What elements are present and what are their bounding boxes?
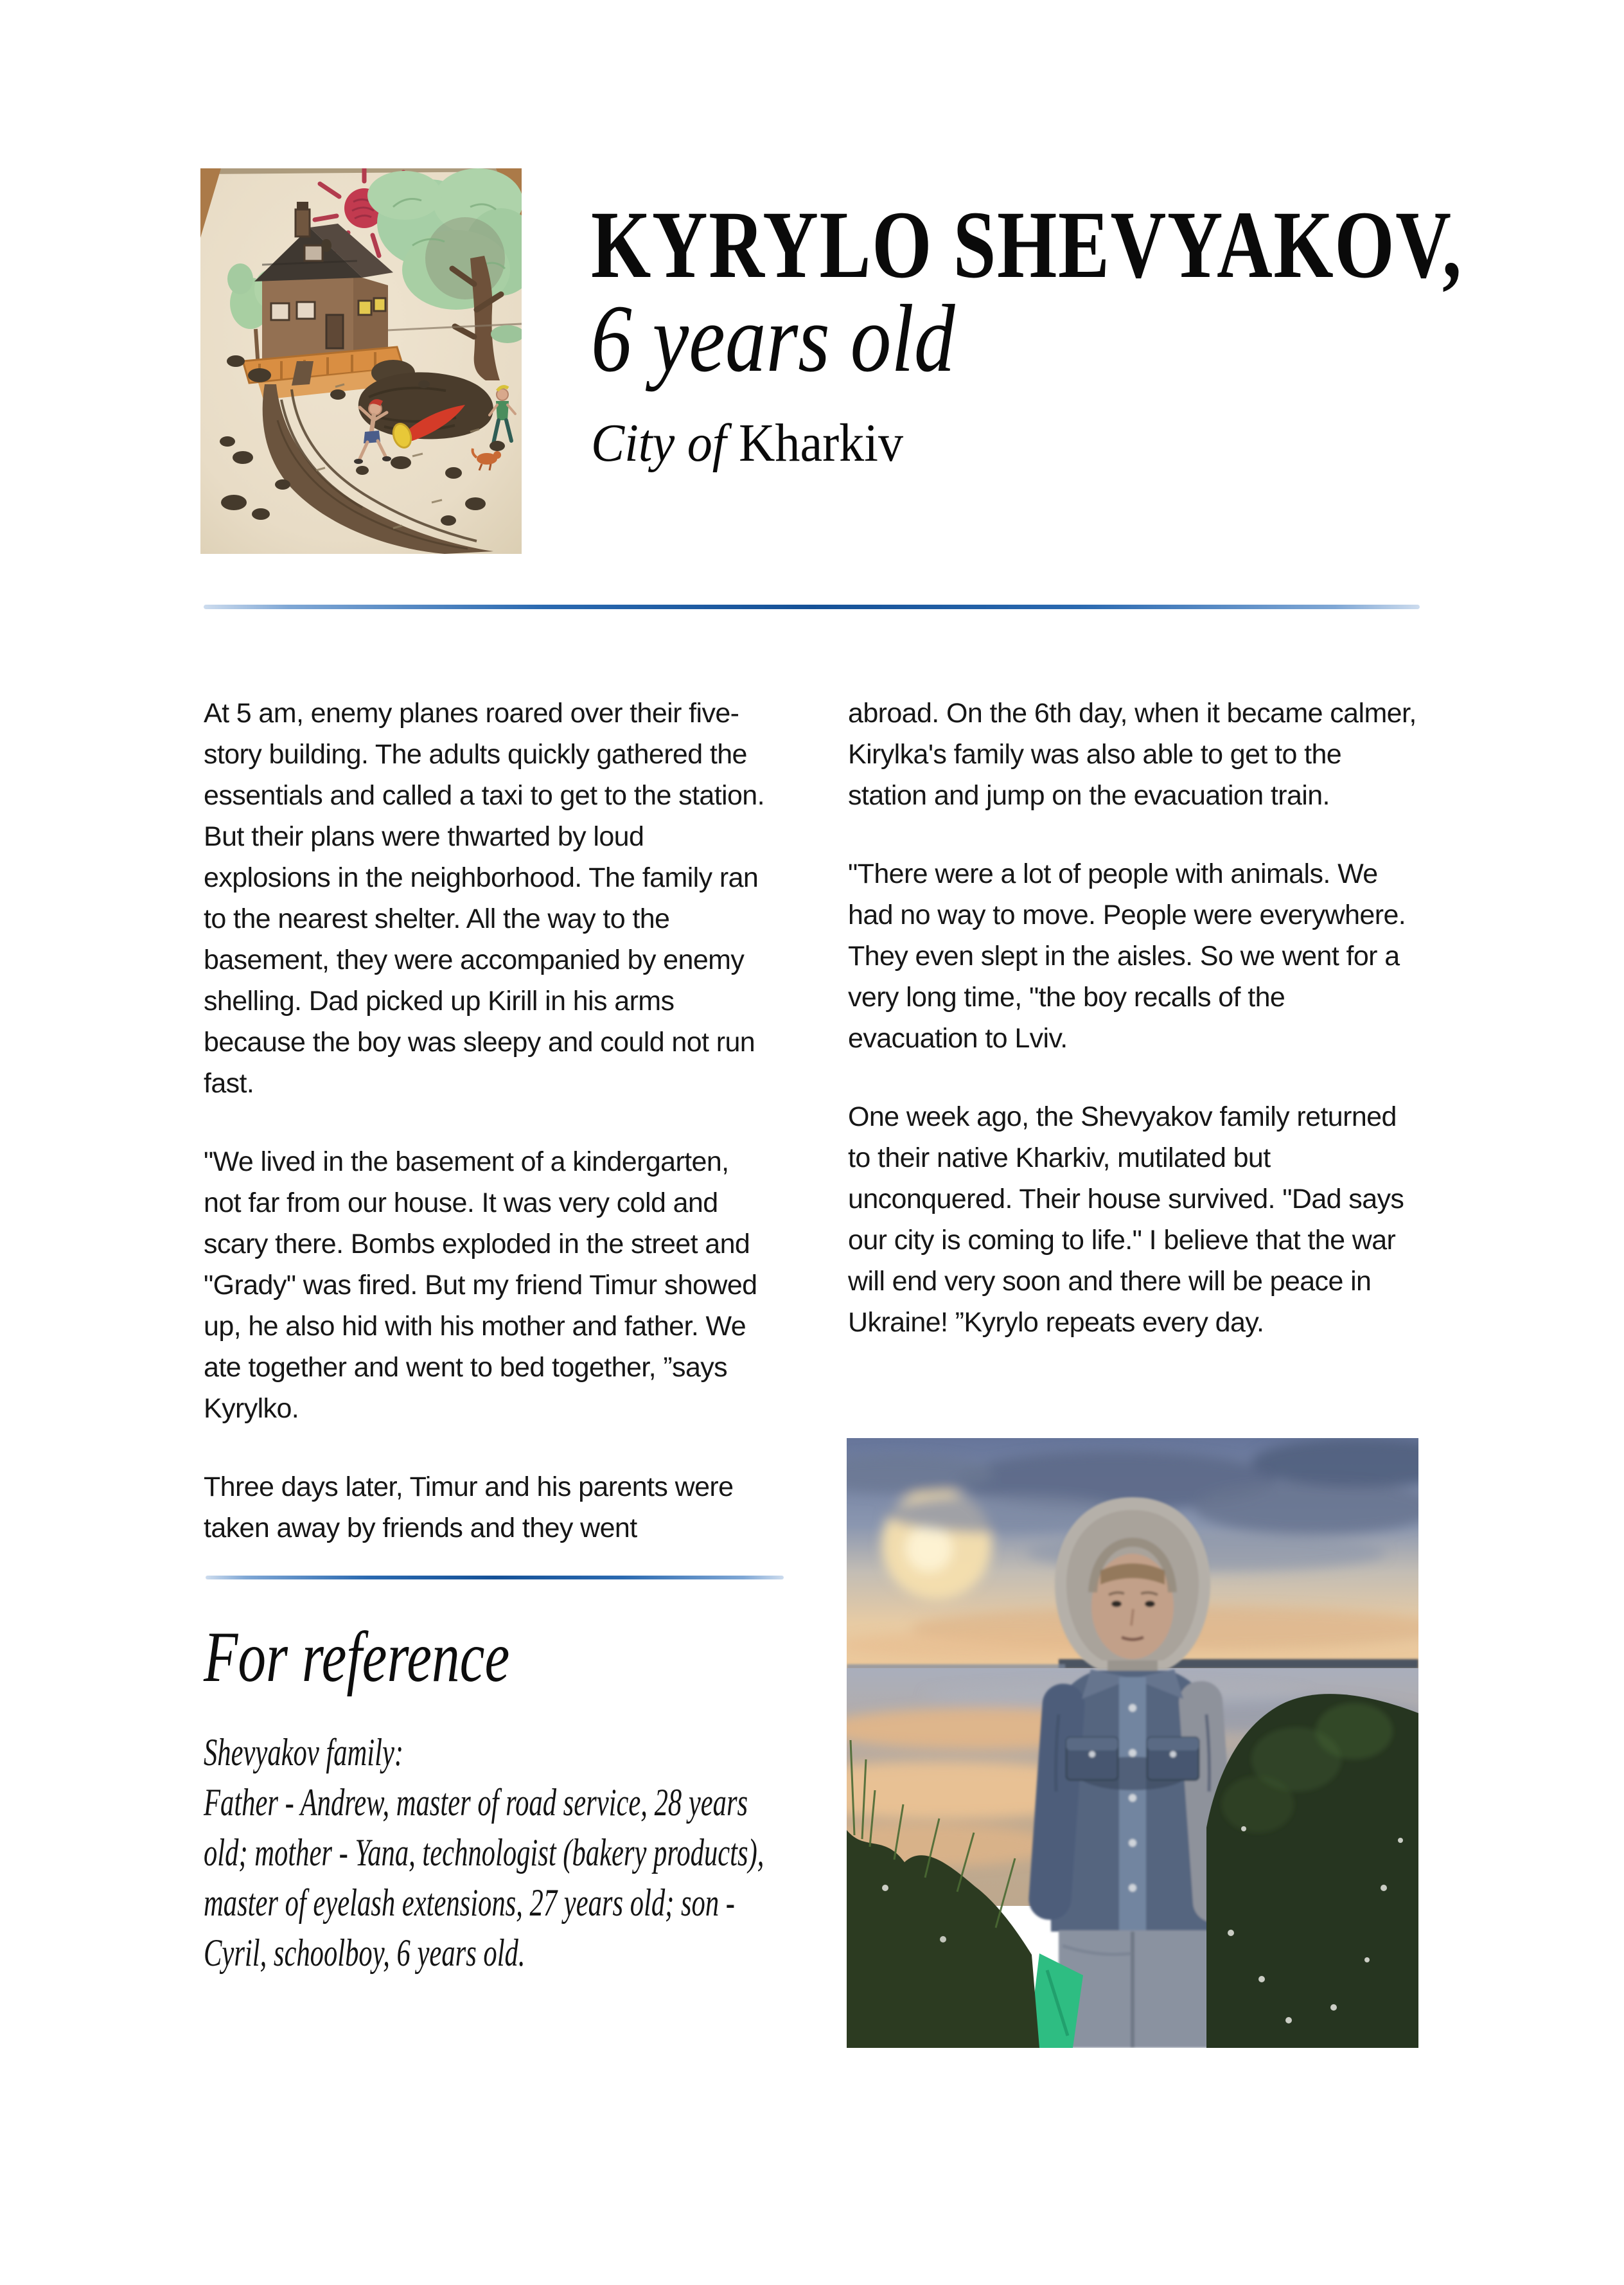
reference-heading: For reference xyxy=(204,1617,510,1697)
paragraph: "There were a lot of people with animals. We had no way to move. People were everywhere. They even slept in the aisles. So we went for a very long time, "the boy recalls of the evacuation to Lviv. xyxy=(848,858,1406,1054)
location-name: Kharkiv xyxy=(739,413,904,473)
page-subtitle-age: 6 years old xyxy=(591,285,955,392)
page-title: KYRYLO SHEVYAKOV, xyxy=(591,191,1463,298)
reference-text xyxy=(204,1727,772,1978)
bush-right xyxy=(1206,1694,1418,2048)
location-prefix: City of xyxy=(591,413,727,473)
paragraph: Three days later, Timur and his parents were taken away by friends and they went xyxy=(204,1471,734,1543)
paragraph: One week ago, the Shevyakov family returned to their native Kharkiv, mutilated but unconquered. Their house survived. "Dad says our city is coming to life." I believe that the war will end very soon and there will be peace in Ukraine! ”Kyrylo repeats every day. xyxy=(848,1101,1404,1338)
paragraph: "We lived in the basement of a kindergarten, not far from our house. It was very cold and scary there. Bombs exploded in the street and "Grady" was fired. But my friend Timur showed up, he also hid with his mother and father. We ate together and went to bed together, ”says Kyrylko. xyxy=(204,1146,757,1424)
article-right-column xyxy=(848,693,1421,1380)
reference-intro: Shevyakov family: xyxy=(204,1731,404,1774)
page-location xyxy=(591,413,904,473)
boy-photo-image xyxy=(847,1438,1418,2048)
child-drawing-image xyxy=(200,168,522,554)
paragraph: abroad. On the 6th day, when it became calmer, Kirylka's family was also able to get to the station and jump on the evacuation train. xyxy=(848,698,1417,811)
article-left-column xyxy=(204,693,769,1586)
section-divider-top xyxy=(204,605,1420,609)
reference-details: Father - Andrew, master of road service, 28 years old; mother - Yana, technologist (bakery products), master of eyelash extensions, 27 years old; son - Cyril, schoolboy, 6 years old. xyxy=(204,1781,764,1974)
section-divider-reference xyxy=(206,1576,784,1579)
paragraph: At 5 am, enemy planes roared over their five-story building. The adults quickly gathered the essentials and called a taxi to get to the station. But their plans were thwarted by loud explosions in the neighborhood. The family ran to the nearest shelter. All the way to the basement, they were accompanied by enemy shelling. Dad picked up Kirill in his arms because the boy was sleepy and could not run fast. xyxy=(204,698,764,1099)
